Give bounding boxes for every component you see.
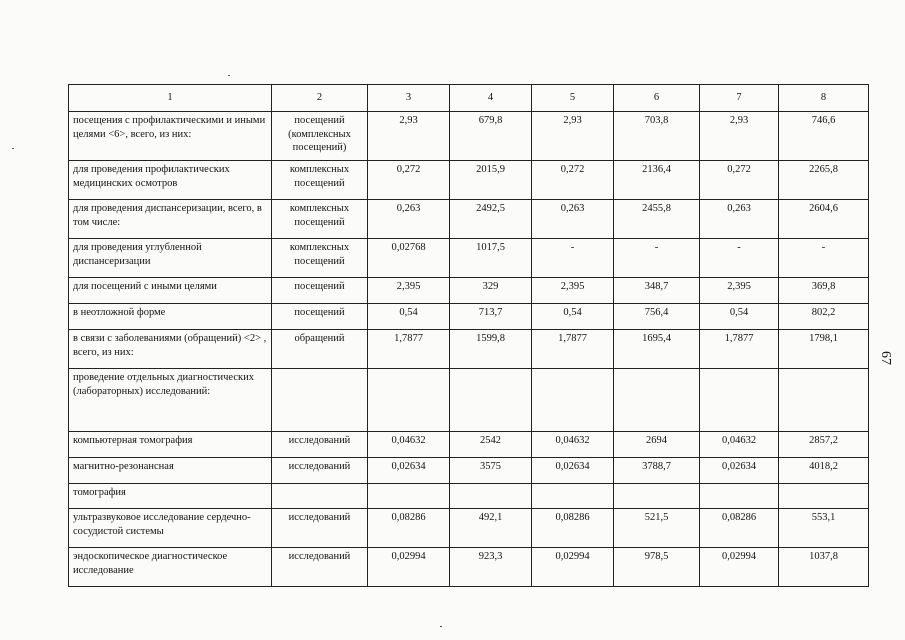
row-unit: комплексных посещений [272, 239, 368, 278]
value-cell: 492,1 [450, 509, 532, 548]
row-label: посещения с профилактическими и иными целями <6>, всего, из них: [69, 112, 272, 161]
value-cell [450, 484, 532, 509]
value-cell: 2,93 [700, 112, 779, 161]
value-cell: 0,02994 [700, 548, 779, 587]
value-cell: 2,395 [368, 278, 450, 304]
table-row [69, 509, 869, 548]
header-cell: 4 [450, 85, 532, 112]
value-cell: 0,54 [532, 304, 614, 330]
value-cell: 3788,7 [614, 458, 700, 484]
header-cell: 1 [69, 85, 272, 112]
value-cell: 0,02634 [700, 458, 779, 484]
value-cell: 802,2 [779, 304, 869, 330]
header-cell: 6 [614, 85, 700, 112]
value-cell: 0,272 [700, 161, 779, 200]
value-cell: 0,04632 [700, 432, 779, 458]
table-row [69, 200, 869, 239]
table-row [69, 484, 869, 509]
row-unit [272, 484, 368, 509]
row-label: томография [69, 484, 272, 509]
value-cell: 2,93 [368, 112, 450, 161]
value-cell: 521,5 [614, 509, 700, 548]
row-unit: исследований [272, 548, 368, 587]
value-cell: 713,7 [450, 304, 532, 330]
row-label: для проведения углубленной диспансеризации [69, 239, 272, 278]
row-label: в неотложной форме [69, 304, 272, 330]
value-cell [614, 369, 700, 432]
row-unit: исследований [272, 509, 368, 548]
row-unit [272, 369, 368, 432]
value-cell: 0,54 [700, 304, 779, 330]
value-cell [532, 484, 614, 509]
value-cell [700, 484, 779, 509]
scan-speck [12, 148, 14, 149]
row-label: ультразвуковое исследование сердечно-сосудистой системы [69, 509, 272, 548]
value-cell: 369,8 [779, 278, 869, 304]
value-cell: 0,54 [368, 304, 450, 330]
value-cell [532, 369, 614, 432]
value-cell: 553,1 [779, 509, 869, 548]
value-cell [779, 369, 869, 432]
row-unit: посещений [272, 278, 368, 304]
header-cell: 7 [700, 85, 779, 112]
value-cell: 0,04632 [368, 432, 450, 458]
value-cell [700, 369, 779, 432]
page-number: 67 [878, 351, 893, 365]
row-label: магнитно-резонансная [69, 458, 272, 484]
value-cell: 2015,9 [450, 161, 532, 200]
value-cell: 1,7877 [368, 330, 450, 369]
row-label: эндоскопическое диагностическое исследование [69, 548, 272, 587]
row-label: для проведения профилактических медицинских осмотров [69, 161, 272, 200]
scan-speck [228, 75, 230, 76]
row-label: в связи с заболеваниями (обращений) <2> , всего, из них: [69, 330, 272, 369]
value-cell: 2604,6 [779, 200, 869, 239]
value-cell: 4018,2 [779, 458, 869, 484]
row-unit: комплексных посещений [272, 200, 368, 239]
value-cell: 746,6 [779, 112, 869, 161]
value-cell: - [700, 239, 779, 278]
value-cell: 0,08286 [700, 509, 779, 548]
value-cell: 0,02634 [532, 458, 614, 484]
value-cell: 679,8 [450, 112, 532, 161]
table-row [69, 278, 869, 304]
row-unit: исследований [272, 458, 368, 484]
value-cell: 1,7877 [532, 330, 614, 369]
table-header-row [69, 85, 869, 112]
row-unit: обращений [272, 330, 368, 369]
value-cell: 0,08286 [368, 509, 450, 548]
row-label: для проведения диспансеризации, всего, в том числе: [69, 200, 272, 239]
value-cell: 978,5 [614, 548, 700, 587]
table-row [69, 112, 869, 161]
value-cell [450, 369, 532, 432]
data-table [68, 84, 869, 587]
value-cell: 0,263 [700, 200, 779, 239]
value-cell: 348,7 [614, 278, 700, 304]
value-cell: 2542 [450, 432, 532, 458]
row-unit: посещений [272, 304, 368, 330]
value-cell: 0,263 [532, 200, 614, 239]
value-cell: 0,02768 [368, 239, 450, 278]
value-cell: 1,7877 [700, 330, 779, 369]
value-cell [368, 484, 450, 509]
header-cell: 5 [532, 85, 614, 112]
table-row [69, 548, 869, 587]
value-cell: 329 [450, 278, 532, 304]
table-row [69, 369, 869, 432]
value-cell: 2455,8 [614, 200, 700, 239]
value-cell: 2,395 [532, 278, 614, 304]
value-cell: 2,395 [700, 278, 779, 304]
value-cell [779, 484, 869, 509]
value-cell: 0,263 [368, 200, 450, 239]
value-cell: 3575 [450, 458, 532, 484]
value-cell: 1695,4 [614, 330, 700, 369]
header-cell: 2 [272, 85, 368, 112]
value-cell: 0,08286 [532, 509, 614, 548]
header-cell: 3 [368, 85, 450, 112]
value-cell: 0,02994 [532, 548, 614, 587]
row-label: проведение отдельных диагностических (лабораторных) исследований: [69, 369, 272, 432]
table-row [69, 432, 869, 458]
value-cell: 0,02634 [368, 458, 450, 484]
row-label: для посещений с иными целями [69, 278, 272, 304]
row-label: компьютерная томография [69, 432, 272, 458]
value-cell [368, 369, 450, 432]
row-unit: исследований [272, 432, 368, 458]
value-cell: 2694 [614, 432, 700, 458]
value-cell [614, 484, 700, 509]
row-unit: посещений (комплексных посещений) [272, 112, 368, 161]
value-cell: - [779, 239, 869, 278]
table-row [69, 161, 869, 200]
value-cell: 923,3 [450, 548, 532, 587]
value-cell: 2492,5 [450, 200, 532, 239]
value-cell: 2265,8 [779, 161, 869, 200]
scan-speck [440, 626, 442, 627]
value-cell: 1798,1 [779, 330, 869, 369]
table-row [69, 458, 869, 484]
row-unit: комплексных посещений [272, 161, 368, 200]
header-cell: 8 [779, 85, 869, 112]
table-row [69, 330, 869, 369]
value-cell: - [614, 239, 700, 278]
table-row [69, 304, 869, 330]
value-cell: 2136,4 [614, 161, 700, 200]
value-cell: 1017,5 [450, 239, 532, 278]
value-cell: - [532, 239, 614, 278]
value-cell: 0,272 [532, 161, 614, 200]
table-row [69, 239, 869, 278]
value-cell: 703,8 [614, 112, 700, 161]
value-cell: 756,4 [614, 304, 700, 330]
value-cell: 0,272 [368, 161, 450, 200]
value-cell: 1599,8 [450, 330, 532, 369]
value-cell: 2857,2 [779, 432, 869, 458]
value-cell: 2,93 [532, 112, 614, 161]
value-cell: 1037,8 [779, 548, 869, 587]
value-cell: 0,02994 [368, 548, 450, 587]
value-cell: 0,04632 [532, 432, 614, 458]
